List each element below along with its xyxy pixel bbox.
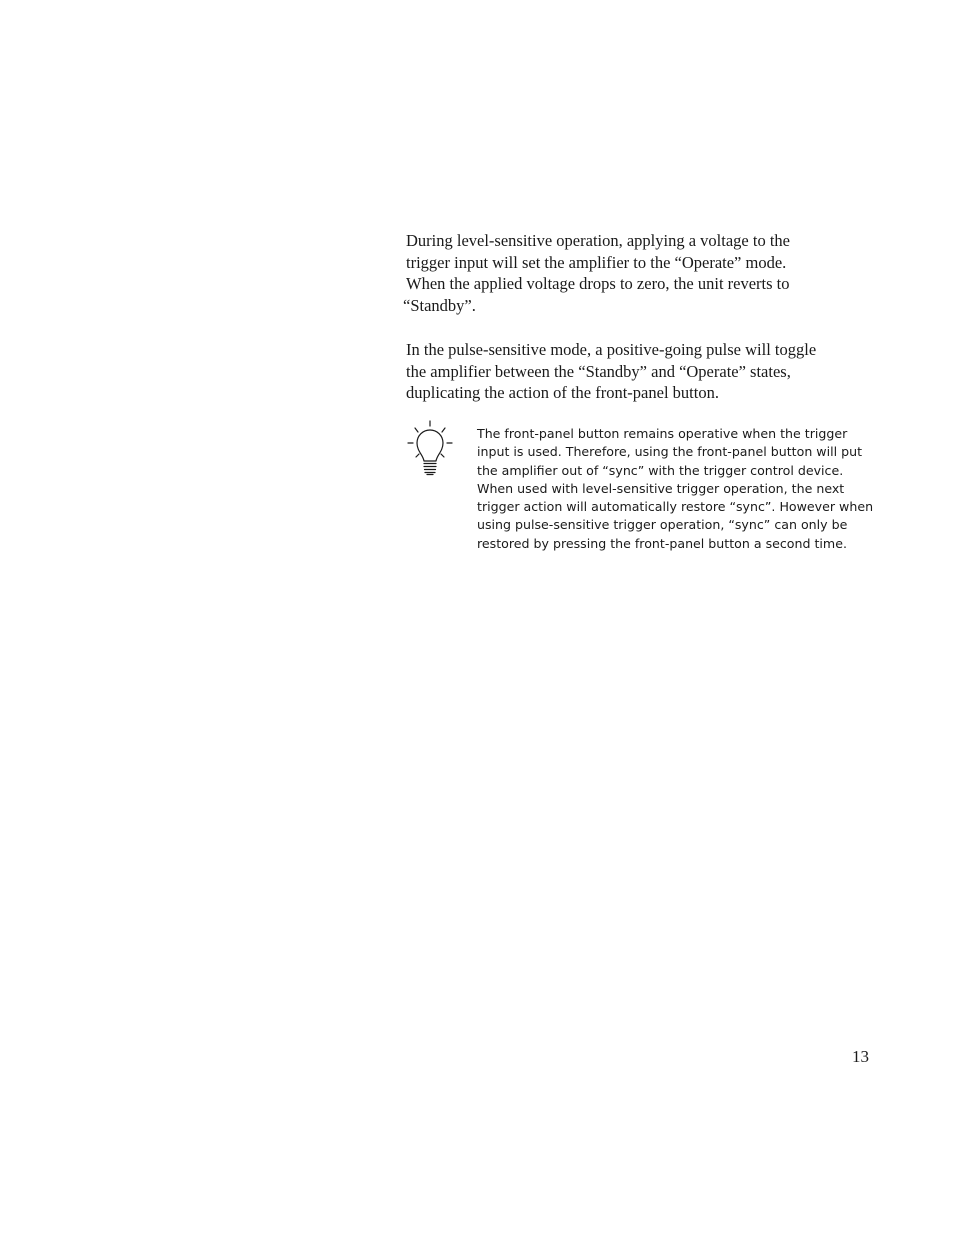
tip-line: using pulse-sensitive trigger operation, “sync” can only be <box>477 517 848 533</box>
text-line: In the pulse-sensitive mode, a positive-going pulse will toggle <box>406 340 817 359</box>
text-line: During level-sensitive operation, applying a voltage to the <box>406 231 790 250</box>
text-line: duplicating the action of the front-panel button. <box>406 383 719 403</box>
tip-line: The front-panel button remains operative when the trigger <box>477 426 848 441</box>
tip-note <box>477 425 877 553</box>
text-line: When the applied voltage drops to zero, the unit reverts to <box>406 274 790 294</box>
tip-line: trigger action will automatically restore “sync”. However when <box>477 499 874 515</box>
text-line: the amplifier between the “Standby” and “Operate” states, <box>406 361 791 381</box>
lightbulb-icon <box>406 420 454 478</box>
text-line: trigger input will set the amplifier to the “Operate” mode. <box>406 252 787 272</box>
tip-line: the amplifier out of “sync” with the trigger control device. <box>477 462 844 478</box>
page-number: 13 <box>852 1047 869 1066</box>
tip-line: restored by pressing the front-panel button a second time. <box>477 535 847 551</box>
tip-line: input is used. Therefore, using the front-panel button will put <box>477 444 863 460</box>
body-paragraph-pulse-sensitive <box>406 339 876 404</box>
tip-line: When used with level-sensitive trigger operation, the next <box>477 480 845 496</box>
text-line: “Standby”. <box>403 296 476 316</box>
body-paragraph-level-sensitive <box>403 230 876 317</box>
